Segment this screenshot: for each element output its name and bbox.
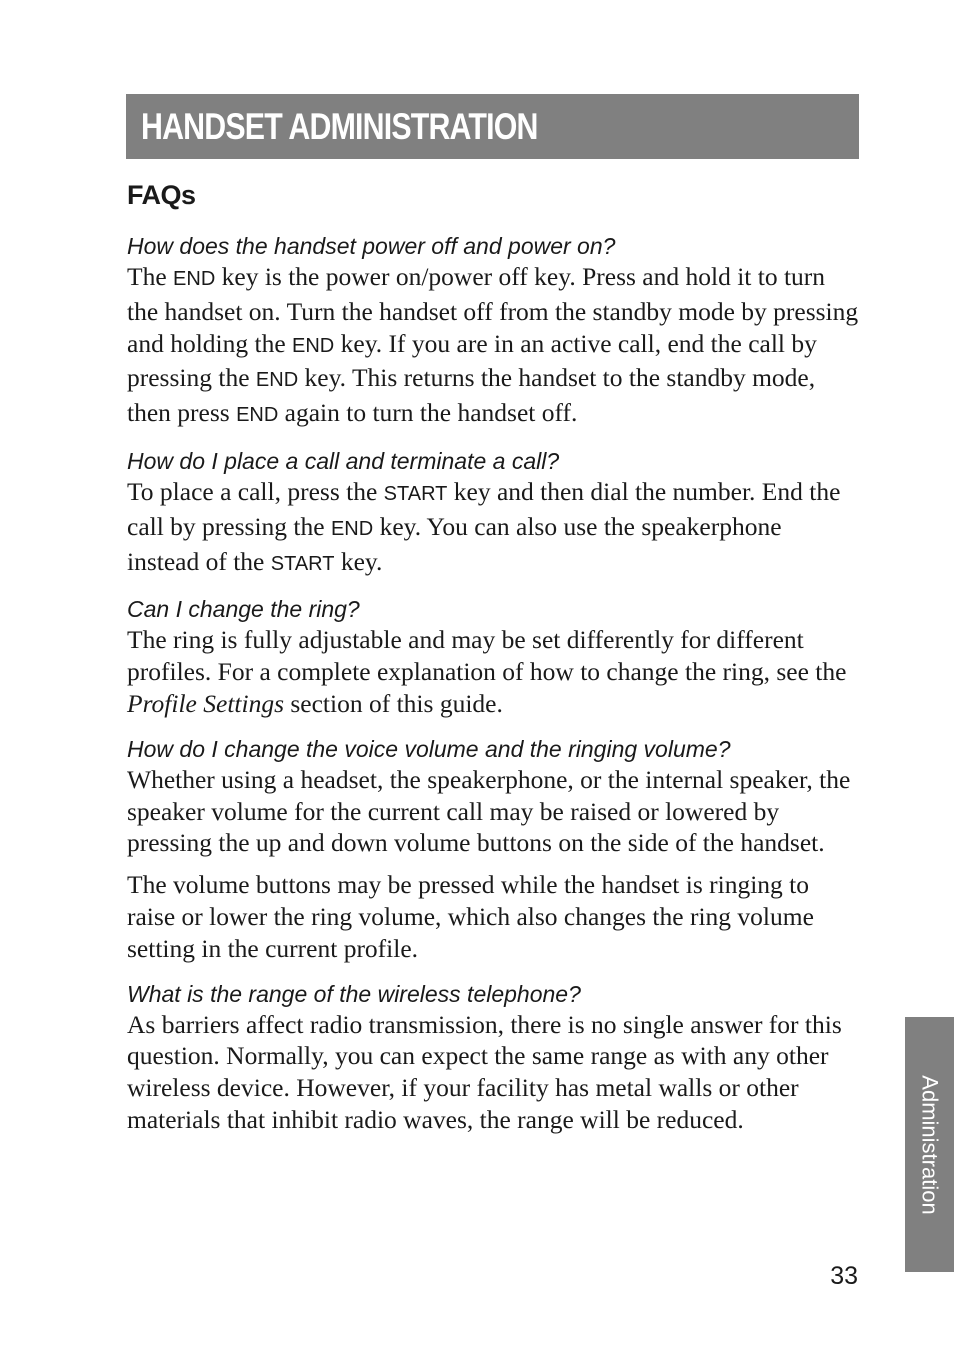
start-key-label: START [383,482,448,505]
side-tab-label: Administration [917,1074,943,1215]
page-number: 33 [830,1262,858,1290]
faq-question-range: What is the range of the wireless telephone? [127,980,581,1007]
faq-answer-volume-2: The volume buttons may be pressed while the handset is ringing to raise or lower the ring volume, which also changes the ring volume setting in the current profile. [127,870,814,963]
faq-answer-range: As barriers affect radio transmission, there is no single answer for this question. Normally, you can expect the same range as with any other wireless device. However, if your facility has metal walls or other materials that inhibit radio waves, the range will be reduced. [127,1009,842,1134]
faq-answer-power: The END key is the power on/power off key. Press and hold it to turn the handset on. Turn the handset off from the standby mode by pressing and holding the END key. If you are in an active call, end the call by pressing the END key. This returns the handset to the standby mode, then press END again to turn the handset off. [127,262,859,428]
end-key-label: END [330,517,374,540]
administration-side-tab [905,1017,954,1272]
section-banner [126,94,859,159]
faq-question-ring: Can I change the ring? [127,596,360,623]
faq-content [127,180,859,1150]
faq-question-power: How does the handset power off and power on? [127,233,616,259]
end-key-label: END [292,334,335,357]
faq-answer-volume: Whether using a headset, the speakerphone, or the internal speaker, the speaker volume for the current call may be raised or lowered by pressing the up and down volume buttons on the side of the handset. [127,764,851,858]
end-key-label: END [236,404,279,427]
page-title: HANDSET ADMINISTRATION [141,105,538,147]
faq-question-volume: How do I change the voice volume and the ringing volume? [127,735,731,762]
start-key-label: START [270,552,335,575]
end-key-label: END [255,369,299,392]
faq-question-call: How do I place a call and terminate a call? [127,447,560,474]
faq-answer-ring: The ring is fully adjustable and may be set differently for different profiles. For a complete explanation of how to change the ring, see the Profile Settings section of this guide. [127,625,847,718]
faq-answer-call: To place a call, press the START key and then dial the number. End the call by pressing the END key. You can also use the speakerphone instead of the START key. [127,476,841,576]
end-key-label: END [173,268,216,290]
profile-settings-reference: Profile Settings [127,688,284,718]
faqs-heading: FAQs [127,180,196,210]
